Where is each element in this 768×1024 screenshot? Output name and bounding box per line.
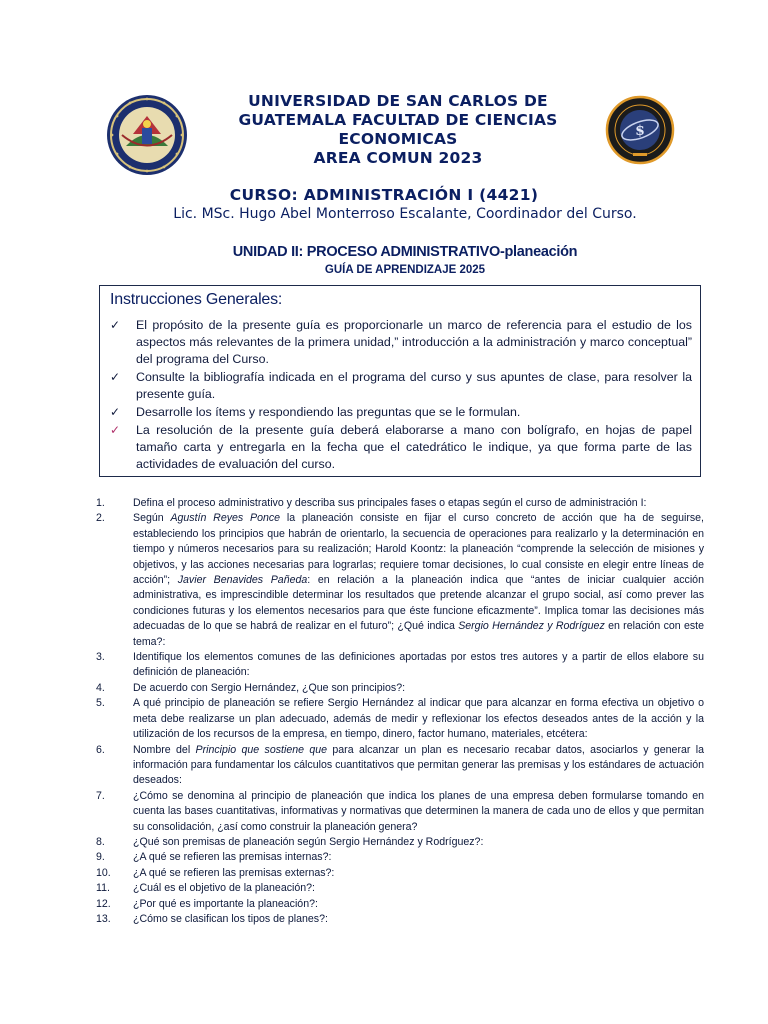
instruction-text: Consulte la bibliografía indicada en el programa del curso y sus apuntes de clase, para resolver la presente guía. [136, 370, 692, 402]
university-title [200, 92, 596, 168]
course-title: CURSO: ADMINISTRACIÓN I (4421) [229, 186, 539, 204]
question-text: De acuerdo con Sergio Hernández, ¿Que son principios?: [133, 681, 406, 694]
unit-title: UNIDAD II: PROCESO ADMINISTRATIVO-planeación [232, 244, 578, 260]
instructions-box [99, 285, 701, 477]
question-text: ¿Cómo se denomina al principio de planeación que indica los planes de una empresa deben formularse tomando en cuenta las bases cuantitativas, informativas y normativas que determinen la manera de cada uno de ellos y que permitan su consolidación, ¿así como construir la planeación genera? [133, 789, 704, 833]
question-number: 7. [96, 789, 105, 802]
question-number: 2. [96, 512, 105, 525]
question-number: 6. [96, 743, 105, 756]
checkmark-icon: ✓ [110, 370, 121, 385]
checkmark-icon: ✓ [110, 423, 121, 437]
question-number: 4. [96, 681, 105, 694]
question-emphasis: Javier Benavides Pañeda [177, 574, 308, 587]
question-number: 3. [96, 651, 105, 664]
question-number: 12. [96, 897, 111, 910]
instruction-item [110, 422, 692, 474]
instructions-list [110, 317, 692, 474]
question-number: 13. [96, 912, 111, 925]
question-emphasis: Principio que sostiene que [195, 743, 328, 756]
question-text: ¿Cómo se clasifican los tipos de planes?: [133, 912, 328, 925]
question-number: 9. [96, 851, 105, 864]
svg-text:$: $ [635, 123, 645, 139]
faculty-seal-icon [605, 95, 675, 165]
coordinator-line: Lic. MSc. Hugo Abel Monterroso Escalante, Coordinador del Curso. [173, 206, 637, 222]
instruction-text: La resolución de la presente guía deberá elaborarse a mano con bolígrafo, en hojas de papel tamaño carta y entregarla en la fecha que el catedrático le indique, ya que forma parte de las actividades de evaluación del curso. [136, 423, 692, 472]
question-emphasis: Sergio Hernández y Rodríguez [458, 620, 605, 633]
question-item [96, 850, 704, 865]
question-item [96, 743, 704, 789]
university-line: AREA COMUN 2023 [313, 149, 483, 167]
question-number: 11. [96, 882, 110, 895]
question-item [96, 511, 704, 650]
question-text: ¿A qué se refieren las premisas externas?: [133, 866, 335, 879]
question-item [96, 789, 704, 835]
university-line: UNIVERSIDAD DE SAN CARLOS DE [248, 92, 548, 110]
question-item [96, 866, 704, 881]
question-number: 5. [96, 697, 105, 710]
question-emphasis: Agustín Reyes Ponce [170, 512, 281, 525]
question-item [96, 681, 704, 696]
question-item [96, 496, 704, 511]
question-item [96, 650, 704, 681]
question-text: Según [133, 512, 171, 525]
instruction-item [110, 404, 692, 421]
question-text: ¿Qué son premisas de planeación según Sergio Hernández y Rodríguez?: [133, 835, 484, 848]
checkmark-icon: ✓ [110, 405, 121, 420]
question-item [96, 696, 704, 742]
question-text: ¿Por qué es importante la planeación?: [133, 897, 318, 910]
checkmark-icon: ✓ [110, 318, 121, 332]
question-text: en relación con este tema?: [133, 620, 705, 648]
instructions-title: Instrucciones Generales: [110, 291, 283, 308]
question-number: 10. [96, 866, 111, 879]
question-text: para alcanzar un plan es necesario recabar datos, asociarlos y generar la información para fundamentar los cálculos cuantitativos que permitan generar las premisas y los estándares de actuación deseados: [133, 743, 704, 787]
instruction-item [110, 369, 692, 403]
question-item [96, 912, 704, 927]
question-text: Defina el proceso administrativo y describa sus principales fases o etapas según el curso de administración I: [133, 497, 647, 509]
question-text: Identifique los elementos comunes de las definiciones aportadas por estos tres autores y a partir de ellos elabore su definición de planeación: [133, 651, 704, 679]
question-text: : en relación a la planeación indica que “antes de iniciar cualquier acción administrativa, es imprescindible determinar los resultados que pretende alcanzar el grupo social, así como prever las condiciones futuras y los elementos necesarios para que éste funcione eficazmente”. Implica tomar las decisiones más adecuadas de lo que se habrá de realizar en el futuro”; ¿Qué indica [133, 574, 704, 633]
question-text: la planeación consiste en fijar el curso concreto de acción que ha de seguirse, estableciendo los principios que habrán de orientarlo, la secuencia de operaciones para realizarlo y la determinación en tiempo y números necesarios para su realización; Harold Koontz: la planeación “comprende la selección de misiones y objetivos, y las acciones necesarias para lograrlas; requiere tomar decisiones, lo cual consiste en elegir entre líneas de acción”; [133, 512, 704, 587]
instruction-text: Desarrolle los ítems y respondiendo las preguntas que se le formulan. [136, 405, 521, 420]
question-text: ¿Cuál es el objetivo de la planeación?: [133, 882, 315, 895]
question-number: 8. [96, 835, 105, 848]
instruction-text: El propósito de la presente guía es proporcionarle un marco de referencia para el estudio de los aspectos más relevantes de la primera unidad,” introducción a la administración y marco conceptual” del programa del Curso. [136, 318, 692, 367]
question-item [96, 897, 704, 912]
question-text: ¿A qué se refieren las premisas internas?: [133, 851, 332, 864]
question-text: Nombre del [133, 743, 196, 756]
guide-title: GUÍA DE APRENDIZAJE 2025 [324, 264, 486, 276]
instruction-item [110, 317, 692, 369]
question-text: A qué principio de planeación se refiere Sergio Hernández al indicar que para alcanzar en forma efectiva un objetivo o meta debe realizarse un plan adecuado, además de medir y reflexionar los efectos deseados antes de la acción y la utilización de los recursos de la empresa, en tiempo, dinero, factor humano, materiales, etcétera: [133, 697, 704, 741]
question-item [96, 835, 704, 850]
university-line: GUATEMALA FACULTAD DE CIENCIAS [238, 111, 558, 129]
questions-list [96, 496, 704, 927]
question-item [96, 881, 704, 896]
university-line: ECONOMICAS [338, 130, 458, 148]
question-number: 1. [96, 497, 105, 509]
university-seal-icon [106, 94, 188, 176]
